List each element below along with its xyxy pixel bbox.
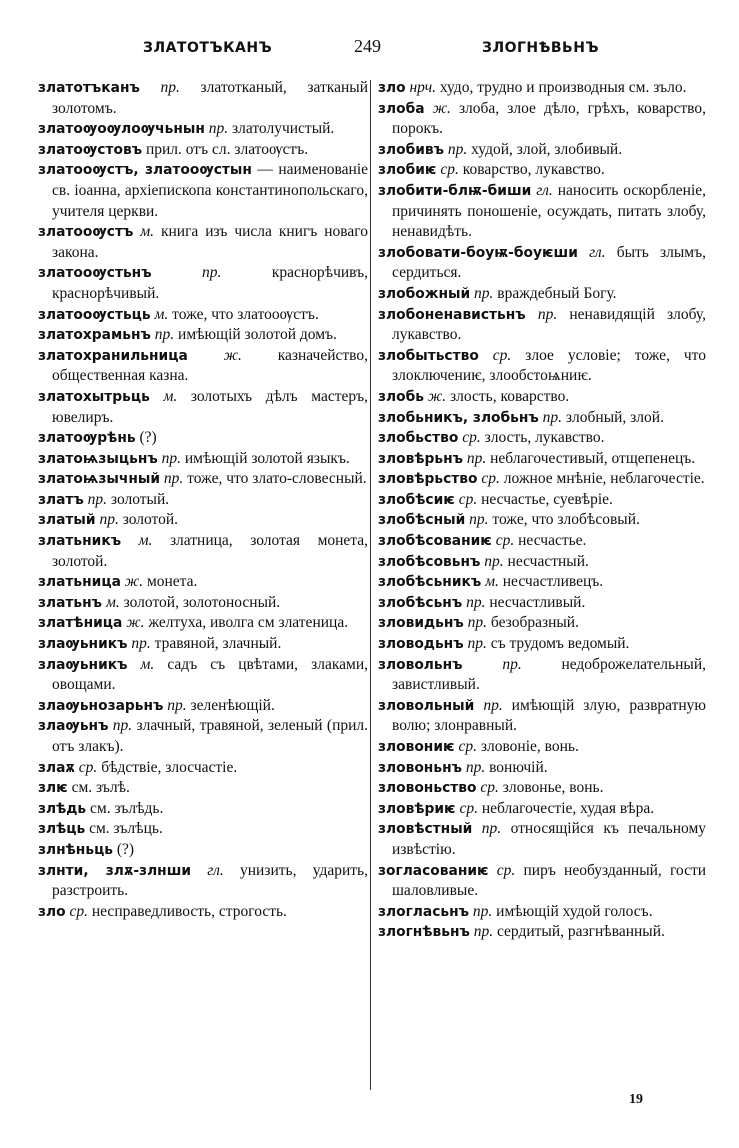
- dictionary-entry: [378, 408, 706, 429]
- dictionary-entry: [378, 510, 706, 531]
- dictionary-entry: [378, 552, 706, 573]
- entry-grammar-label: пр.: [467, 635, 487, 653]
- entry-grammar-label: м.: [163, 387, 178, 405]
- entry-definition: златолучистый.: [232, 120, 335, 138]
- entry-definition: тоже, что златооѹстъ.: [172, 305, 319, 323]
- entry-definition: тоже, что злато-словесный.: [187, 470, 367, 488]
- entry-headword: златооѹстъ, златооѹстын: [38, 162, 252, 179]
- entry-grammar-label: м.: [140, 655, 155, 673]
- entry-definition: тоже, что злобѣсовый.: [492, 511, 640, 529]
- entry-definition: см. зълѣ.: [71, 779, 130, 797]
- entry-grammar-label: ср.: [492, 346, 512, 364]
- entry-grammar-label: пр.: [154, 326, 175, 344]
- entry-definition: см. зълѣдь.: [90, 799, 164, 817]
- dictionary-entry: [38, 263, 368, 304]
- entry-headword: злоба: [378, 100, 425, 117]
- entry-headword: зловѣриѥ: [378, 800, 456, 817]
- dictionary-entry: [378, 469, 706, 490]
- entry-headword: златоѹрѣнь: [38, 430, 136, 447]
- entry-headword: злаѹьнозарьнъ: [38, 697, 164, 714]
- entry-definition: враждебный Богу.: [497, 284, 617, 302]
- entry-headword: злобиѥ: [378, 162, 437, 179]
- entry-headword: злогласьнъ: [378, 903, 470, 920]
- entry-grammar-label: гл.: [207, 861, 224, 879]
- entry-headword: злобѣсованиѥ: [378, 533, 492, 550]
- dictionary-entry: [38, 861, 368, 902]
- entry-grammar-label: пр.: [484, 552, 504, 570]
- dictionary-entry: [378, 140, 706, 161]
- dictionary-entry: [38, 634, 368, 655]
- dictionary-entry: [378, 99, 706, 140]
- column-divider: [370, 80, 371, 1090]
- dictionary-entry: [378, 243, 706, 284]
- entry-definition: злачный, травяной, зеленый (прил. отъ злакъ).: [52, 717, 369, 755]
- entry-definition: бѣдствіе, злосчастіе.: [101, 758, 238, 776]
- entry-definition: (?): [116, 840, 135, 858]
- entry-grammar-label: ж.: [124, 573, 144, 591]
- entry-grammar-label: пр.: [469, 511, 489, 529]
- entry-headword: златооѹстьць: [38, 306, 151, 323]
- dictionary-entry: [38, 325, 368, 346]
- dictionary-entry: [38, 490, 368, 511]
- dictionary-entry: [38, 305, 368, 326]
- entry-grammar-label: гл.: [589, 243, 606, 261]
- dictionary-entry: [38, 510, 368, 531]
- entry-headword: злобовати-боуѭ-боуѥши: [378, 244, 578, 261]
- dictionary-entry: [378, 902, 706, 923]
- entry-grammar-label: ср.: [69, 902, 88, 920]
- entry-definition: худой, злой, злобивый.: [471, 140, 623, 158]
- entry-definition: (?): [139, 429, 157, 447]
- entry-definition: вонючій.: [489, 758, 548, 776]
- dictionary-entry: [38, 655, 368, 696]
- entry-definition: злость, лукавство.: [484, 429, 605, 447]
- dictionary-entry: [38, 758, 368, 779]
- entry-headword: зогласованиѥ: [378, 862, 489, 879]
- entry-headword: злобѣсьникъ: [378, 574, 482, 591]
- dictionary-entry: [378, 305, 706, 346]
- page-number: 249: [354, 36, 381, 56]
- entry-headword: злобити-блѭ-биши: [378, 182, 532, 199]
- entry-headword: злѥ: [38, 780, 68, 797]
- entry-definition: прил. отъ сл. златоѹстъ.: [145, 140, 309, 158]
- dictionary-entry: [378, 634, 706, 655]
- dictionary-entry: [378, 284, 706, 305]
- dictionary-entry: [378, 593, 706, 614]
- entry-definition: золотыхъ дѣлъ мастеръ, ювелиръ.: [52, 387, 369, 426]
- entry-headword: златоѩзыцьнъ: [38, 450, 158, 467]
- dictionary-entry: [38, 572, 368, 593]
- entry-headword: злобѣсовьнъ: [378, 553, 481, 570]
- entry-grammar-label: пр.: [483, 696, 503, 714]
- entry-definition: зеленѣющій.: [190, 696, 275, 714]
- entry-definition: златница, золотая монета, золотой.: [52, 532, 369, 570]
- entry-definition: золотый.: [110, 490, 170, 508]
- entry-headword: злогнѣвьнъ: [378, 924, 470, 941]
- dictionary-entry: [378, 181, 706, 243]
- entry-grammar-label: пр.: [208, 120, 229, 138]
- entry-grammar-label: нрч.: [409, 79, 436, 96]
- dictionary-entry: [38, 696, 368, 717]
- entry-definition: злое условіе; тоже, что злоключениѥ, злообстоѩниѥ.: [392, 346, 707, 385]
- right-column: [378, 78, 706, 943]
- entry-grammar-label: пр.: [473, 923, 494, 941]
- entry-headword: златъ: [38, 491, 84, 508]
- entry-grammar-label: пр.: [447, 140, 468, 158]
- entry-definition: — наименованіе св. іоанна, архіепископа константинопольскаго, учителя церкви.: [52, 161, 369, 220]
- entry-grammar-label: пр.: [502, 655, 522, 673]
- dictionary-entry: [38, 819, 368, 840]
- entry-definition: сердитый, разгнѣванный.: [496, 923, 665, 941]
- entry-headword: зловѣрьнъ: [378, 450, 463, 467]
- dictionary-entry: [38, 346, 368, 387]
- entry-grammar-label: пр.: [160, 79, 180, 96]
- entry-definition: золотой, золотоносный.: [123, 593, 281, 611]
- entry-definition: быть злымъ, сердиться.: [392, 243, 706, 282]
- entry-definition: злоба, злое дѣло, грѣхъ, коварство, порокъ.: [392, 99, 707, 138]
- entry-grammar-label: пр.: [472, 902, 493, 920]
- entry-headword: злобытьство: [378, 347, 479, 364]
- entry-definition: ложное мнѣніе, неблагочестіе.: [503, 470, 705, 488]
- entry-headword: злобивъ: [378, 141, 445, 158]
- entry-grammar-label: пр.: [87, 490, 108, 508]
- entry-definition: безобразный.: [490, 614, 579, 632]
- entry-definition: недоброжелательный, завистливый.: [392, 655, 706, 694]
- entry-definition: неблагочестивый, отщепенецъ.: [490, 449, 696, 467]
- entry-grammar-label: ж.: [432, 99, 451, 117]
- entry-grammar-label: пр.: [466, 449, 487, 467]
- entry-definition: несправедливость, строгость.: [91, 902, 287, 920]
- entry-grammar-label: пр.: [542, 408, 563, 426]
- entry-grammar-label: пр.: [474, 284, 494, 302]
- entry-headword: зло: [378, 80, 406, 96]
- dictionary-entry: [38, 799, 368, 820]
- dictionary-entry: [38, 716, 368, 757]
- entry-definition: златотканый, затканый золотомъ.: [52, 79, 368, 117]
- entry-grammar-label: пр.: [99, 511, 119, 529]
- entry-headword: златьнъ: [38, 594, 103, 611]
- printer-signature: 19: [629, 1092, 643, 1107]
- entry-headword: златохранильница: [38, 347, 188, 364]
- dictionary-entry: [38, 778, 368, 799]
- entry-headword: златоѹстовъ: [38, 141, 143, 158]
- entry-headword: зло: [38, 903, 66, 920]
- entry-definition: съ трудомъ ведомый.: [490, 635, 630, 653]
- entry-headword: зловониѥ: [378, 739, 455, 755]
- dictionary-entry: [38, 119, 368, 140]
- entry-definition: неблагочестіе, худая вѣра.: [481, 799, 655, 817]
- entry-definition: наносить оскорбленіе, причинять поношеніе, осуждать, питать злобу, ненавидѣть.: [392, 181, 707, 241]
- entry-grammar-label: м.: [140, 223, 155, 241]
- entry-headword: злобьство: [378, 430, 459, 447]
- dictionary-entry: [38, 613, 368, 634]
- entry-definition: пиръ необузданный, гости шаловливые.: [392, 861, 707, 900]
- entry-grammar-label: м.: [138, 532, 153, 550]
- entry-headword: злобѣсиѥ: [378, 491, 455, 508]
- entry-headword: злаѹьнъ: [38, 718, 109, 735]
- dictionary-entry: [378, 428, 706, 449]
- entry-definition: садъ съ цвѣтами, злаками, овощами.: [52, 655, 368, 694]
- entry-grammar-label: ср.: [440, 161, 459, 179]
- entry-headword: зловодьнъ: [378, 636, 464, 653]
- entry-grammar-label: м.: [154, 305, 169, 323]
- dictionary-entry: [378, 778, 706, 799]
- entry-headword: злаѹьникъ: [38, 636, 128, 653]
- entry-headword: зловѣрьство: [378, 471, 478, 488]
- entry-headword: злаѹьникъ: [38, 656, 128, 673]
- entry-grammar-label: ж.: [223, 346, 242, 364]
- entry-grammar-label: ж.: [427, 387, 447, 405]
- entry-definition: коварство, лукавство.: [462, 161, 605, 179]
- entry-definition: казначейство, общественная казна.: [52, 346, 369, 385]
- entry-headword: злобѣсный: [378, 512, 466, 529]
- dictionary-entry: [38, 140, 368, 161]
- entry-headword: зловоньнъ: [378, 759, 462, 776]
- entry-definition: ненавидящій злобу, лукавство.: [392, 305, 706, 344]
- entry-grammar-label: м.: [105, 593, 120, 611]
- entry-definition: краснорѣчивъ, краснорѣчивый.: [52, 264, 369, 302]
- entry-headword: златьникъ: [38, 533, 122, 550]
- dictionary-entry: [378, 655, 706, 696]
- entry-headword: златоѩзычный: [38, 471, 161, 488]
- entry-definition: худо, трудно и производныя см. зъло.: [439, 79, 687, 96]
- entry-definition: зловонье, вонь.: [502, 779, 604, 797]
- entry-definition: злость, коварство.: [450, 387, 570, 405]
- entry-headword: златьница: [38, 574, 121, 591]
- entry-headword: златохрамьнъ: [38, 327, 151, 344]
- entry-definition: злобный, злой.: [565, 408, 664, 426]
- dictionary-entry: [378, 531, 706, 552]
- dictionary-entry: [378, 160, 706, 181]
- entry-headword: златѣница: [38, 615, 123, 632]
- dictionary-entry: [38, 222, 368, 263]
- entry-headword: златохытрьць: [38, 388, 150, 405]
- entry-definition: имѣющій худой голосъ.: [496, 902, 653, 920]
- entry-grammar-label: ср.: [459, 799, 478, 817]
- entry-headword: златооѹстьнъ: [38, 265, 152, 282]
- entry-grammar-label: пр.: [481, 820, 502, 838]
- entry-headword: златооѹстъ: [38, 224, 134, 241]
- entry-definition: несчастье, суевѣріе.: [481, 490, 613, 508]
- entry-headword: зловѣстный: [378, 821, 473, 838]
- dictionary-entry: [378, 490, 706, 511]
- entry-grammar-label: пр.: [167, 696, 187, 714]
- entry-grammar-label: пр.: [131, 635, 151, 653]
- entry-headword: зловоньство: [378, 780, 477, 797]
- dictionary-entry: [378, 613, 706, 634]
- entry-definition: золотой.: [122, 511, 179, 529]
- dictionary-entry: [378, 861, 706, 902]
- entry-headword: златотъканъ: [38, 80, 140, 96]
- dictionary-entry: [378, 449, 706, 470]
- entry-headword: злобожный: [378, 285, 471, 302]
- entry-definition: несчастливый.: [489, 593, 586, 611]
- running-head-right: ЗЛОГНѢВЬНЪ: [482, 40, 600, 56]
- dictionary-entry: [38, 428, 368, 449]
- entry-headword: злнти, злѫ-злнши: [38, 862, 192, 879]
- entry-definition: унизить, ударить, разстроить.: [52, 861, 368, 900]
- entry-definition: относящійся къ печальному извѣстію.: [392, 820, 707, 858]
- dictionary-entry: [378, 572, 706, 593]
- entry-grammar-label: пр.: [163, 470, 184, 488]
- entry-definition: несчастье.: [518, 532, 587, 550]
- dictionary-entry: [38, 387, 368, 428]
- entry-headword: злобѣсьнъ: [378, 594, 463, 611]
- dictionary-entry: [378, 758, 706, 779]
- dictionary-entry: [378, 78, 706, 99]
- entry-grammar-label: ср.: [481, 470, 500, 488]
- dictionary-entry: [378, 819, 706, 860]
- entry-headword: злобьникъ, злобьнъ: [378, 409, 539, 426]
- entry-headword: злнѣньць: [38, 841, 114, 858]
- entry-headword: злѣдь: [38, 800, 87, 817]
- dictionary-entry: [378, 346, 706, 387]
- entry-headword: злѣць: [38, 821, 86, 838]
- dictionary-entry: [38, 469, 368, 490]
- entry-grammar-label: ср.: [495, 532, 515, 550]
- entry-grammar-label: ж.: [126, 614, 145, 632]
- entry-definition: желтуха, иволга см златеница.: [148, 614, 349, 632]
- entry-definition: монета.: [146, 573, 198, 591]
- dictionary-entry: [38, 840, 368, 861]
- entry-definition: несчастливецъ.: [502, 573, 604, 591]
- entry-grammar-label: ср.: [458, 738, 477, 755]
- entry-headword: зловольнъ: [378, 656, 463, 673]
- entry-grammar-label: ср.: [78, 758, 98, 776]
- entry-grammar-label: пр.: [161, 449, 181, 467]
- entry-headword: злобь: [378, 388, 424, 405]
- entry-grammar-label: пр.: [465, 758, 486, 776]
- entry-headword: златоѹоѹлоѹчьнын: [38, 121, 205, 138]
- dictionary-entry: [378, 737, 706, 758]
- entry-definition: имѣющій злую, развратную волю; злонравный.: [392, 696, 707, 735]
- entry-grammar-label: пр.: [467, 614, 488, 632]
- entry-grammar-label: гл.: [536, 181, 553, 199]
- left-column: [38, 78, 368, 922]
- running-header: [0, 36, 739, 64]
- entry-grammar-label: ср.: [462, 429, 481, 447]
- entry-definition: зловоніе, вонь.: [480, 738, 579, 755]
- entry-headword: зловидьнъ: [378, 615, 464, 632]
- entry-headword: златый: [38, 512, 96, 529]
- entry-grammar-label: м.: [485, 573, 499, 591]
- entry-definition: несчастный.: [507, 552, 589, 570]
- entry-definition: книга изъ числа книгъ новаго закона.: [52, 223, 368, 261]
- dictionary-entry: [378, 387, 706, 408]
- running-head-left: ЗЛАТОТЪКАНЪ: [143, 40, 273, 56]
- entry-definition: имѣющій золотой языкъ.: [184, 449, 350, 467]
- entry-grammar-label: пр.: [466, 593, 486, 611]
- dictionary-entry: [38, 449, 368, 470]
- entry-definition: имѣющій золотой домъ.: [178, 326, 337, 344]
- dictionary-entry: [378, 922, 706, 943]
- entry-definition: см. зълѣць.: [89, 820, 163, 838]
- entry-headword: зловольный: [378, 697, 475, 714]
- dictionary-entry: [378, 799, 706, 820]
- dictionary-entry: [378, 696, 706, 737]
- entry-definition: травяной, злачный.: [154, 635, 282, 653]
- dictionary-entry: [38, 902, 368, 923]
- entry-headword: злаѫ: [38, 759, 75, 776]
- entry-grammar-label: пр.: [112, 717, 133, 735]
- entry-grammar-label: ср.: [480, 779, 499, 797]
- entry-grammar-label: ср.: [458, 490, 478, 508]
- dictionary-entry: [38, 78, 368, 119]
- entry-grammar-label: пр.: [537, 305, 558, 323]
- entry-headword: злобоненавистьнъ: [378, 306, 526, 323]
- dictionary-entry: [38, 593, 368, 614]
- entry-grammar-label: пр.: [202, 264, 222, 282]
- dictionary-entry: [38, 531, 368, 572]
- entry-grammar-label: ср.: [496, 861, 516, 879]
- dictionary-entry: [38, 160, 368, 222]
